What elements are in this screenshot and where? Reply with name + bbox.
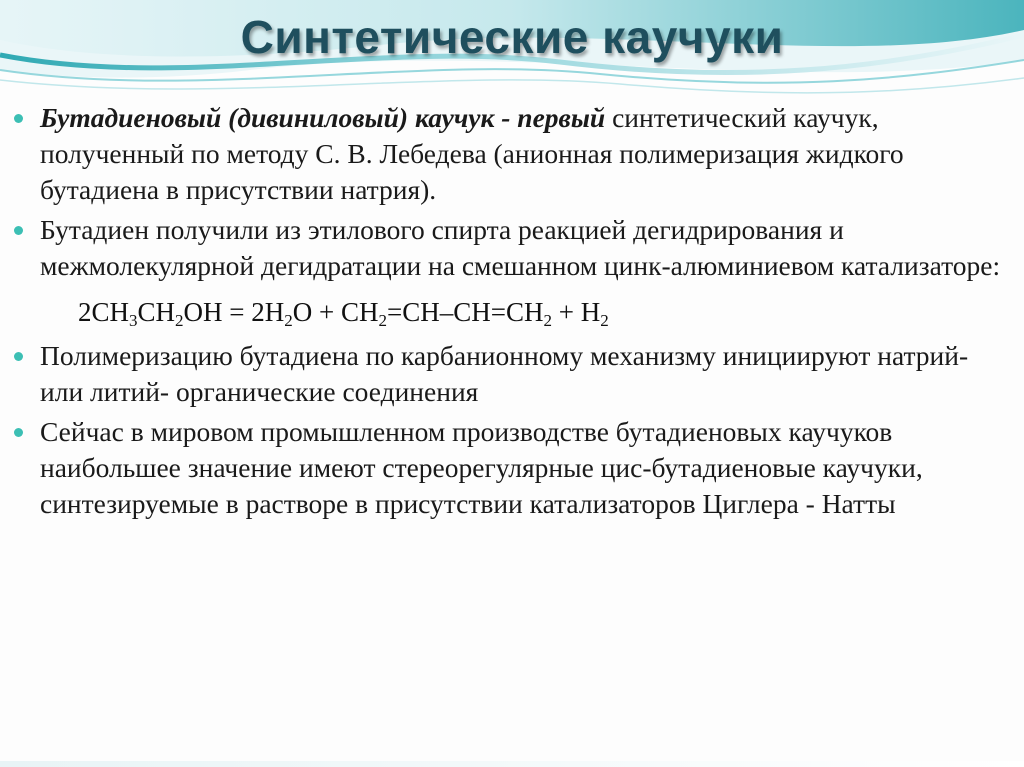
content-body bbox=[10, 100, 1010, 526]
list-item bbox=[10, 212, 1010, 284]
chemical-equation: $2CH_3CH_2OH = 2H_2O + CH_2=CH-CH=CH_2 + H_2$ bbox=[78, 297, 609, 330]
bullet-icon bbox=[14, 226, 23, 235]
bullet-icon bbox=[14, 114, 23, 123]
item-bold-italic-text: Бутадиеновый (дивиниловый) каучук - первый bbox=[40, 102, 606, 133]
bullet-icon bbox=[14, 352, 23, 361]
list-item bbox=[10, 414, 1010, 522]
item-text: Сейчас в мировом промышленном производстве бутадиеновых каучуков наибольшее значение имеют стереорегулярные цис-бутадиеновые каучуки, синтезируемые в растворе в присутствии катализаторов Циглера - Натты bbox=[40, 416, 923, 519]
item-text: синтетический каучук, полученный по методу С. В. Лебедева (анионная полимеризация жидкого бутадиена в присутствии натрия). bbox=[40, 102, 904, 205]
item-text: Полимеризацию бутадиена по карбанионному механизму инициируют натрий- или литий- органические соединения bbox=[40, 340, 969, 407]
bottom-band bbox=[0, 761, 1024, 767]
item-text: Бутадиен получили из этилового спирта реакцией дегидрирования и межмолекулярной дегидратации на смешанном цинк-алюминиевом катализаторе: bbox=[40, 214, 1001, 281]
list-item bbox=[10, 338, 1010, 410]
list-item bbox=[10, 100, 1010, 208]
page-title: Синтетические каучуки bbox=[240, 11, 784, 63]
bullet-icon bbox=[14, 428, 23, 437]
